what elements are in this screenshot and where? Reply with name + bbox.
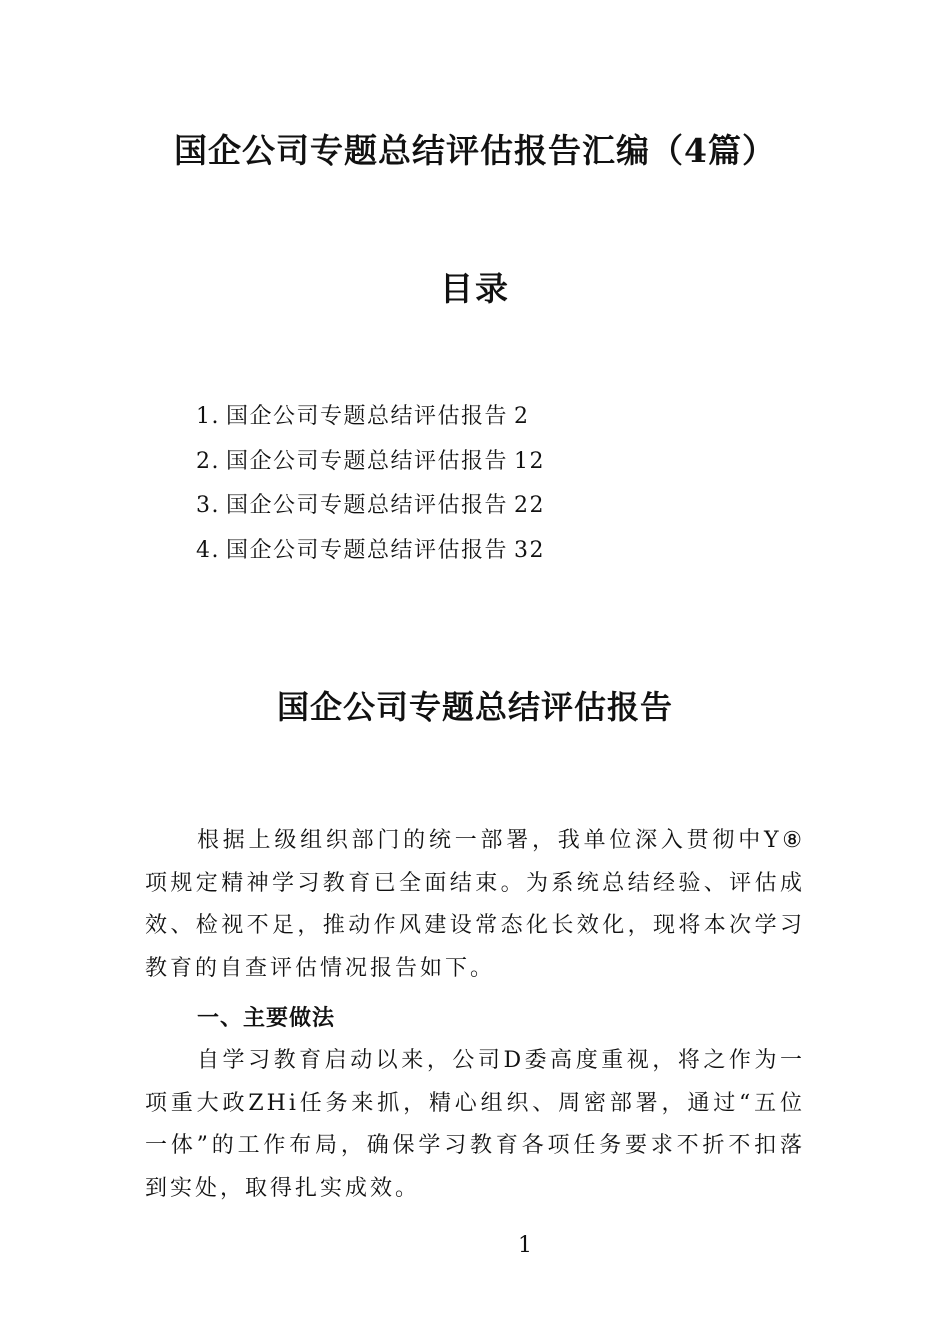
page-number: 1 <box>518 1233 532 1258</box>
table-of-contents-title: 目录 <box>440 269 510 308</box>
toc-item-page: 2 <box>514 404 530 429</box>
toc-item-number: 3. <box>196 493 220 518</box>
report-title: 国企公司专题总结评估报告 <box>276 688 673 726</box>
document-main-title: 国企公司专题总结评估报告汇编（4篇） <box>174 131 776 170</box>
section-heading-main-practices: 一、主要做法 <box>197 1006 336 1031</box>
toc-item-number: 4. <box>196 537 220 563</box>
toc-item-2[interactable] <box>196 447 716 492</box>
toc-item-number: 2. <box>196 448 220 474</box>
toc-item-3[interactable] <box>196 491 716 536</box>
toc-item-title: 国企公司专题总结评估报告 <box>226 404 509 429</box>
introduction-paragraph: 根据上级组织部门的统一部署，我单位深入贯彻中Y⑧项规定精神学习教育已全面结束。为系统总结经验、评估成效、检视不足，推动作风建设常态化长效化，现将本次学习教育的自查评估情况报告如下。 <box>145 828 805 981</box>
toc-item-4[interactable] <box>196 536 716 581</box>
toc-item-page: 32 <box>514 537 546 563</box>
toc-item-title: 国企公司专题总结评估报告 <box>226 493 509 518</box>
toc-item-page: 22 <box>514 493 546 518</box>
toc-item-page: 12 <box>514 448 546 474</box>
toc-item-1[interactable] <box>196 402 716 447</box>
table-of-contents-list <box>196 402 716 580</box>
toc-item-title: 国企公司专题总结评估报告 <box>226 448 509 474</box>
toc-item-title: 国企公司专题总结评估报告 <box>226 537 509 563</box>
toc-item-number: 1. <box>196 404 220 429</box>
main-practices-paragraph: 自学习教育启动以来，公司D委高度重视，将之作为一项重大政ZHi任务来抓，精心组织、周密部署，通过“五位一体”的工作布局，确保学习教育各项任务要求不折不扣落到实处，取得扎实成效。 <box>145 1048 805 1201</box>
